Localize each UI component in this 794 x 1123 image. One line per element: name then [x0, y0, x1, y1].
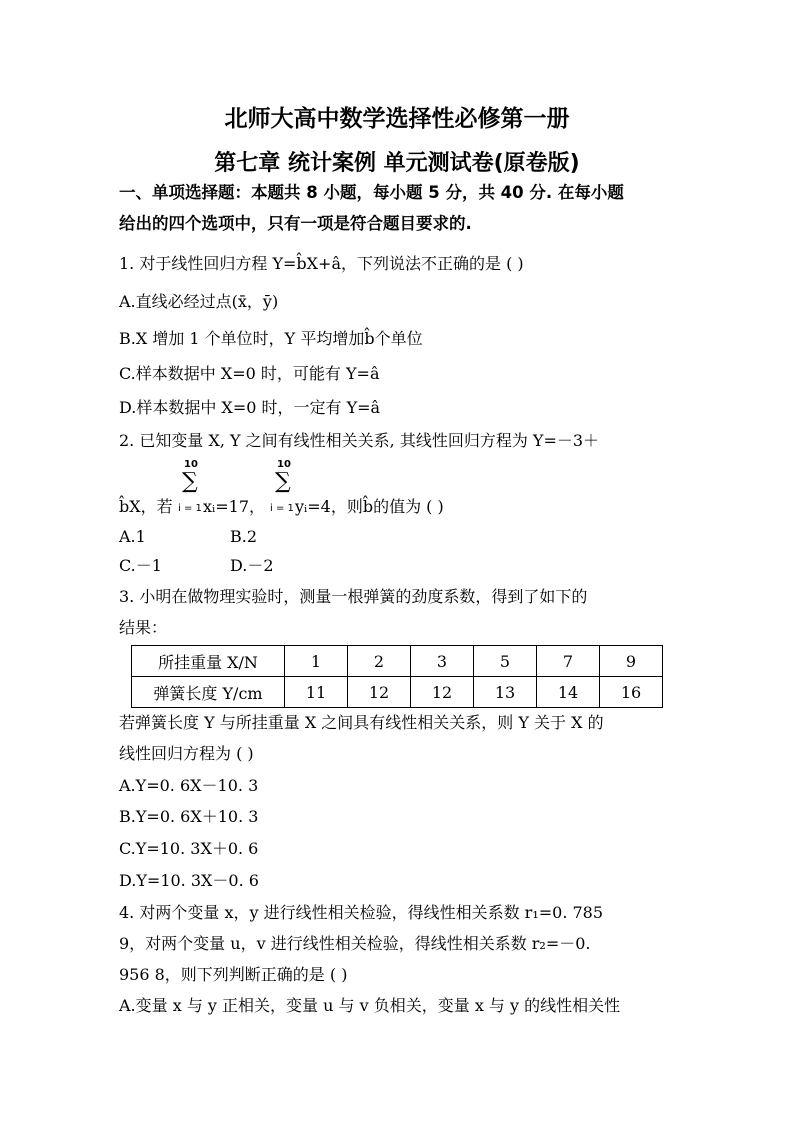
table-cell: 14: [537, 677, 600, 708]
question-2-option-c: C.－1: [119, 556, 162, 575]
question-2-stem-line-1: 2. 已知变量 X, Y 之间有线性相关关系, 其线性回归方程为 Y=－3＋: [119, 431, 600, 450]
question-3-stem-line-1: 3. 小明在做物理实验时，测量一根弹簧的劲度系数，得到了如下的: [119, 587, 588, 606]
question-4-line-4: A.变量 x 与 y 正相关，变量 u 与 v 负相关，变量 x 与 y 的线性相关性: [119, 996, 621, 1015]
table-cell: 11: [285, 677, 348, 708]
table-row: [132, 677, 663, 708]
question-3-option-c: C.Y=10. 3X＋0. 6: [119, 839, 259, 858]
question-2-option-a: A.1: [119, 527, 146, 546]
table-cell: 3: [411, 646, 474, 677]
document-title: 北师大高中数学选择性必修第一册: [224, 106, 570, 132]
question-1-option-c: C.样本数据中 X=0 时，可能有 Y=â: [119, 364, 380, 383]
question-2-stem-b: b̂X，若: [119, 497, 173, 516]
table-cell: 7: [537, 646, 600, 677]
table-cell: 12: [348, 677, 411, 708]
section-heading-line-2: 给出的四个选项中，只有一项是符合题目要求的.: [119, 214, 472, 233]
table-cell: 13: [474, 677, 537, 708]
question-3-option-b: B.Y=0. 6X＋10. 3: [119, 807, 259, 826]
table-cell: 12: [411, 677, 474, 708]
question-1-stem: 1. 对于线性回归方程 Y=b̂X+â，下列说法不正确的是 ( ): [119, 254, 524, 273]
question-1-option-a: A.直线必经过点(x̄，ȳ): [119, 292, 279, 311]
table-cell: 2: [348, 646, 411, 677]
question-2-option-d: D.－2: [230, 556, 274, 575]
question-2-option-b: B.2: [230, 527, 258, 546]
question-2-sum-1-rest: xᵢ=17，: [203, 497, 266, 516]
spring-data-table: [131, 645, 663, 708]
sum-2-symbol: ∑: [275, 469, 291, 494]
table-row-header: 弹簧长度 Y/cm: [132, 677, 285, 708]
question-3-after-line-1: 若弹簧长度 Y 与所挂重量 X 之间具有线性相关关系，则 Y 关于 X 的: [119, 713, 604, 732]
question-3-option-a: A.Y=0. 6X－10. 3: [119, 776, 259, 795]
table-cell: 9: [600, 646, 663, 677]
sum-2-lower-limit: i = 1: [270, 503, 294, 514]
table-cell: 5: [474, 646, 537, 677]
question-4-line-3: 956 8，则下列判断正确的是 ( ): [119, 965, 348, 984]
sum-2-upper-limit: 10: [277, 459, 291, 470]
question-1-option-b: B.X 增加 1 个单位时，Y 平均增加b̂个单位: [119, 329, 423, 348]
question-4-line-2: 9，对两个变量 u，v 进行线性相关检验，得线性相关系数 r₂=－0.: [119, 934, 591, 953]
table-cell: 1: [285, 646, 348, 677]
question-3-option-d: D.Y=10. 3X－0. 6: [119, 871, 259, 890]
sum-1-upper-limit: 10: [184, 459, 198, 470]
table-cell: 16: [600, 677, 663, 708]
table-row: [132, 646, 663, 677]
sum-1-lower-limit: i = 1: [178, 503, 202, 514]
question-3-stem-line-2: 结果：: [119, 618, 168, 637]
question-2-sum-2-rest: yᵢ=4，则b̂的值为 ( ): [295, 497, 444, 516]
question-1-option-d: D.样本数据中 X=0 时，一定有 Y=â: [119, 398, 381, 417]
chapter-subtitle: 第七章 统计案例 单元测试卷(原卷版): [214, 151, 580, 176]
sum-1-symbol: ∑: [182, 469, 198, 494]
section-heading-line-1: 一、单项选择题：本题共 8 小题，每小题 5 分，共 40 分. 在每小题: [119, 183, 624, 202]
question-4-line-1: 4. 对两个变量 x，y 进行线性相关检验，得线性相关系数 r₁=0. 785: [119, 903, 604, 922]
table-row-header: 所挂重量 X/N: [132, 646, 285, 677]
question-3-after-line-2: 线性回归方程为 ( ): [119, 744, 254, 763]
